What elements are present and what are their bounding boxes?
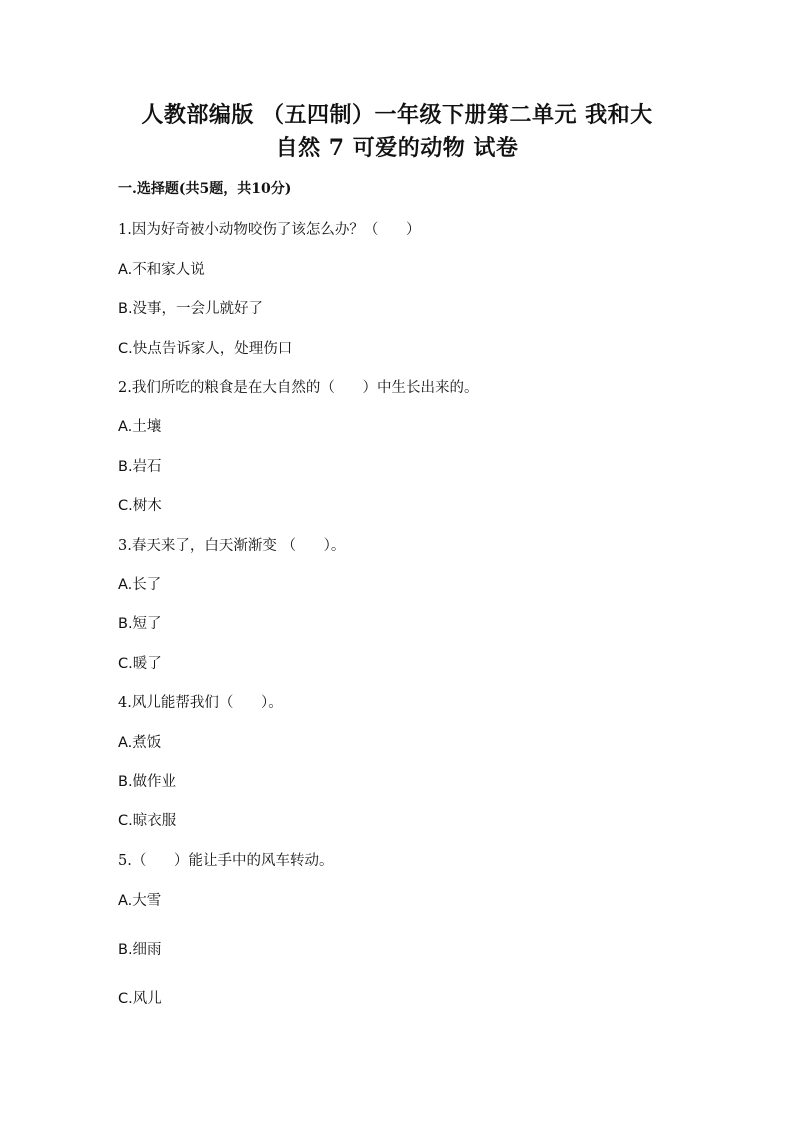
question-5-option-a: A.大雪 (118, 893, 162, 909)
question-2-option-a: A.土壤 (118, 419, 162, 435)
question-3-option-a: A.长了 (118, 577, 162, 593)
page-title-line-2: 自然 7 可爱的动物 试卷 (275, 135, 519, 161)
question-1-option-a: A.不和家人说 (118, 262, 205, 278)
question-4-stem: 4.风儿能帮我们（ ）。 (118, 695, 283, 711)
question-1-option-b: B.没事，一会儿就好了 (118, 301, 264, 317)
question-1-option-c: C.快点告诉家人，处理伤口 (118, 341, 293, 357)
question-4-option-b: B.做作业 (118, 774, 177, 790)
question-4-option-c: C.晾衣服 (118, 813, 177, 829)
question-1-stem: 1.因为好奇被小动物咬伤了该怎么办？（ ） (118, 222, 421, 238)
question-5-option-b: B.细雨 (118, 942, 162, 958)
page-title-line-1: 人教部编版 （五四制）一年级下册第二单元 我和大 (141, 102, 653, 128)
question-2-stem: 2.我们所吃的粮食是在大自然的（ ）中生长出来的。 (118, 380, 479, 396)
question-2-option-b: B.岩石 (118, 459, 162, 475)
question-3-option-c: C.暖了 (118, 656, 162, 672)
question-2-option-c: C.树木 (118, 498, 162, 514)
question-5-stem: 5.（ ）能让手中的风车转动。 (118, 853, 334, 869)
section-heading: 一.选择题(共5题，共10分) (118, 181, 292, 197)
question-3-stem: 3.春天来了，白天渐渐变 （ ）。 (118, 538, 346, 554)
question-3-option-b: B.短了 (118, 616, 162, 632)
question-5-option-c: C.风儿 (118, 991, 162, 1007)
question-4-option-a: A.煮饭 (118, 735, 162, 751)
